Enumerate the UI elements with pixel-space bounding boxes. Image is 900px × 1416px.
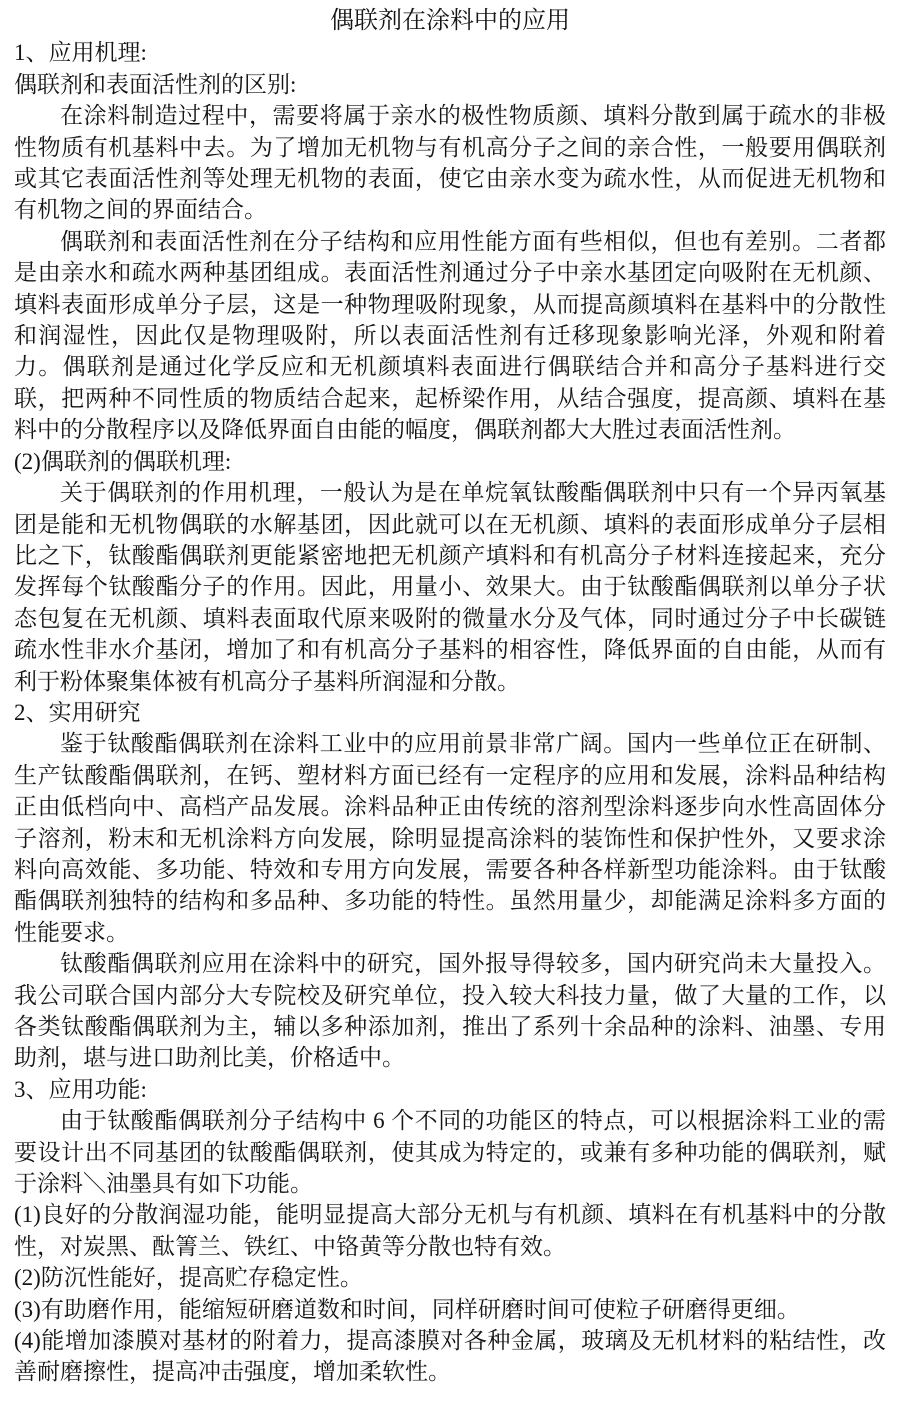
function-item-3-grinding-aid: (3)有助磨作用，能缩短研磨道数和时间，同样研磨时间可使粒子研磨得更细。 xyxy=(14,1296,800,1322)
paragraph-company-research: 钛酸酯偶联剂应用在涂料中的研究，国外报导得较多，国内研究尚未大量投入。我公司联合国内部分大专院校及研究单位，投入较大科技力量，做了大量的工作，以各类钛酸酯偶联剂为主，辅以多种添加剂，推出了系列十余品种的涂料、油墨、专用助剂，堪与进口助剂比美，价格适中。 xyxy=(14,951,886,1071)
document-title: 偶联剂在涂料中的应用 xyxy=(330,8,570,34)
paragraph-industry-outlook: 鉴于钛酸酯偶联剂在涂料工业中的应用前景非常广阔。国内一些单位正在研制、生产钛酸酯偶联剂，在钙、塑材料方面已经有一定程序的应用和发展，涂料品种结构正由低档向中、高档产品发展。涂料品种正由传统的溶剂型涂料逐步向水性高固体分子溶剂，粉末和无机涂料方向发展，除明显提高涂料的装饰性和保护性外，又要求涂料向高效能、多功能、特效和专用方向发展，需要各种各样新型功能涂料。由于钛酸酯偶联剂独特的结构和多品种、多功能的特性。虽然用量少，却能满足涂料多方面的性能要求。 xyxy=(14,731,886,945)
section-heading-application-functions: 3、应用功能: xyxy=(14,1076,147,1102)
paragraph-functional-design: 由于钛酸酯偶联剂分子结构中 6 个不同的功能区的特点，可以根据涂料工业的需要设计出不同基团的钛酸酯偶联剂，使其成为特定的，或兼有多种功能的偶联剂，赋于涂料＼油墨具有如下功能。 xyxy=(14,1108,886,1197)
subheading-coupling-mechanism: (2)偶联剂的偶联机理: xyxy=(14,448,232,474)
subheading-difference: 偶联剂和表面活性剂的区别: xyxy=(14,71,297,97)
paragraph-coating-manufacture: 在涂料制造过程中，需要将属于亲水的极性物质颜、填料分散到属于疏水的非极性物质有机基料中去。为了增加无机物与有机高分子之间的亲合性，一般要用偶联剂或其它表面活性剂等处理无机物的表面，使它由亲水变为疏水性，从而促进无机物和有机物之间的界面结合。 xyxy=(14,103,886,223)
function-item-2-anti-settling: (2)防沉性能好，提高贮存稳定性。 xyxy=(14,1265,363,1291)
section-heading-application-mechanism: 1、应用机理: xyxy=(14,40,147,66)
paragraph-surfactant-comparison: 偶联剂和表面活性剂在分子结构和应用性能方面有些相似，但也有差别。二者都是由亲水和疏水两种基团组成。表面活性剂通过分子中亲水基团定向吸附在无机颜、填料表面形成单分子层，这是一种物理吸附现象，从而提高颜填料在基料中的分散性和润湿性，因此仅是物理吸附，所以表面活性剂有迁移现象影响光泽，外观和附着力。偶联剂是通过化学反应和无机颜填料表面进行偶联结合并和高分子基料进行交联，把两种不同性质的物质结合起来，起桥梁作用，从结合强度，提高颜、填料在基料中的分散程序以及降低界面自由能的幅度，偶联剂都大大胜过表面活性剂。 xyxy=(14,228,886,443)
paragraph-mechanism-detail: 关于偶联剂的作用机理，一般认为是在单烷氧钛酸酯偶联剂中只有一个异丙氧基团是能和无机物偶联的水解基团，因此就可以在无机颜、填料的表面形成单分子层相比之下，钛酸酯偶联剂更能紧密地把无机颜产填料和有机高分子材料连接起来，充分发挥每个钛酸酯分子的作用。因此，用量小、效果大。由于钛酸酯偶联剂以单分子状态包复在无机颜、填料表面取代原来吸附的微量水分及气体，同时通过分子中长碳链疏水性非水介基闭，增加了和有机高分子基料的相容性，降低界面的自由能，从而有利于粉体聚集体被有机高分子基料所润湿和分散。 xyxy=(14,480,886,694)
function-item-1-dispersion: (1)良好的分散润湿功能，能明显提高大部分无机与有机颜、填料在有机基料中的分散性，对炭黑、酞箐兰、铁红、中铬黄等分散也特有效。 xyxy=(14,1202,886,1259)
section-heading-practical-research: 2、实用研究 xyxy=(14,699,141,725)
function-item-4-adhesion: (4)能增加漆膜对基材的附着力，提高漆膜对各种金属，玻璃及无机材料的粘结性，改善耐磨擦性，提高冲击强度，增加柔软性。 xyxy=(14,1328,886,1385)
